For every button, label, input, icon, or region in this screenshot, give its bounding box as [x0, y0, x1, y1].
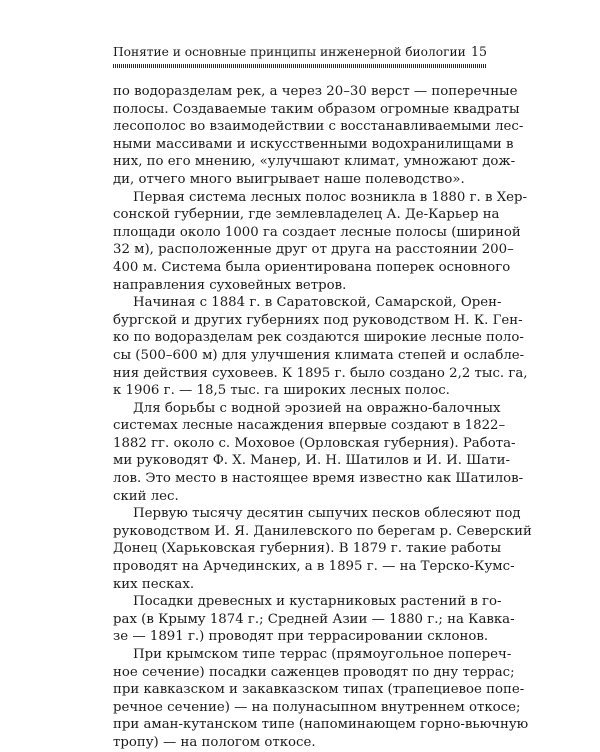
text-line: при аман-кутанском типе (напоминающем горно-вьючную: [113, 717, 529, 733]
text-line: сонской губернии, где землевладелец А. Де-Карьер на: [113, 207, 500, 223]
running-header-title: Понятие и основные принципы инженерной биологии: [113, 45, 466, 59]
paragraph: [113, 505, 532, 593]
text-line: системах лесные насаждения впервые создают в 1822–: [113, 418, 506, 434]
text-line: рах (в Крыму 1874 г.; Средней Азии — 1880 г.; на Кавка-: [113, 611, 515, 627]
paragraph: [113, 593, 515, 646]
text-line: При крымском типе террас (прямоугольное попереч-: [133, 647, 512, 662]
text-line: 400 м. Система была ориентирована поперек основного: [113, 259, 511, 275]
text-line: Первая система лесных полос возникла в 1880 г. в Хер-: [133, 189, 528, 205]
text-line: Первую тысячу десятин сыпучих песков облесяют под: [133, 506, 521, 522]
text-line: полосы. Создаваемые таким образом огромные квадраты: [113, 101, 520, 117]
text-line: Донец (Харьковская губерния). В 1879 г. такие работы: [113, 541, 502, 557]
text-line: ский лес.: [113, 488, 179, 504]
text-line: ное сечение) посадки саженцев проводят по дну террас;: [113, 664, 515, 680]
text-line: при кавказском и закавказском типах (трапециевое попе-: [113, 682, 525, 698]
text-line: речное сечение) — на полунасыпном внутреннем откосе;: [113, 699, 521, 715]
text-line: лов. Это место в настоящее время известно как Шатилов-: [113, 471, 524, 487]
text-line: по водоразделам рек, а через 20–30 верст — поперечные: [113, 84, 518, 99]
text-line: них, по его мнению, «улучшают климат, умножают дож-: [113, 154, 516, 170]
text-line: ными массивами и искусственными водохранилищами в: [113, 136, 514, 152]
text-line: тропу) — на пологом откосе.: [113, 734, 316, 750]
text-line: руководством И. Я. Данилевского по берегам р. Северский: [113, 523, 532, 539]
page-number: 15: [470, 44, 487, 59]
text-line: бургской и других губерниях под руководством Н. К. Ген-: [113, 312, 523, 328]
text-line: ких песках.: [113, 576, 195, 592]
body-text: [113, 83, 532, 752]
paragraph: [113, 646, 529, 752]
text-line: проводят на Арчединских, а в 1895 г. — на Терско-Кумс-: [113, 559, 515, 575]
paragraph: [113, 189, 528, 295]
paragraph: [113, 400, 524, 506]
text-line: сы (500–600 м) для улучшения климата степей и ослабле-: [113, 347, 525, 363]
text-line: 1882 гг. около с. Моховое (Орловская губерния). Работа-: [113, 435, 516, 451]
paragraph: [113, 294, 528, 400]
header-rule: [113, 64, 487, 68]
text-line: ния действия суховеев. К 1895 г. было создано 2,2 тыс. га,: [113, 365, 528, 381]
text-line: направления суховейных ветров.: [113, 277, 347, 293]
text-line: площади около 1000 га создает лесные полосы (шириной: [113, 224, 521, 240]
paragraph: [113, 83, 524, 189]
text-line: Начиная с 1884 г. в Саратовской, Самарской, Орен-: [133, 295, 502, 311]
text-line: Для борьбы с водной эрозией на овражно-балочных: [133, 400, 501, 416]
text-line: ди, отчего много выигрывает наше полеводство».: [113, 171, 465, 187]
text-line: зе — 1891 г.) проводят при террасировании склонов.: [113, 629, 489, 645]
text-line: ко по водоразделам рек создаются широкие лесные поло-: [113, 330, 524, 346]
running-header: [113, 44, 487, 62]
text-line: лесополос во взаимодействии с восстанавливаемыми лес-: [113, 119, 524, 135]
text-line: Посадки древесных и кустарниковых растений в го-: [133, 594, 502, 610]
text-line: к 1906 г. — 18,5 тыс. га широких лесных полос.: [113, 383, 450, 399]
text-line: ми руководят Ф. Х. Манер, И. Н. Шатилов и И. И. Шати-: [113, 453, 510, 469]
text-line: 32 м), расположенные друг от друга на расстоянии 200–: [113, 242, 514, 258]
